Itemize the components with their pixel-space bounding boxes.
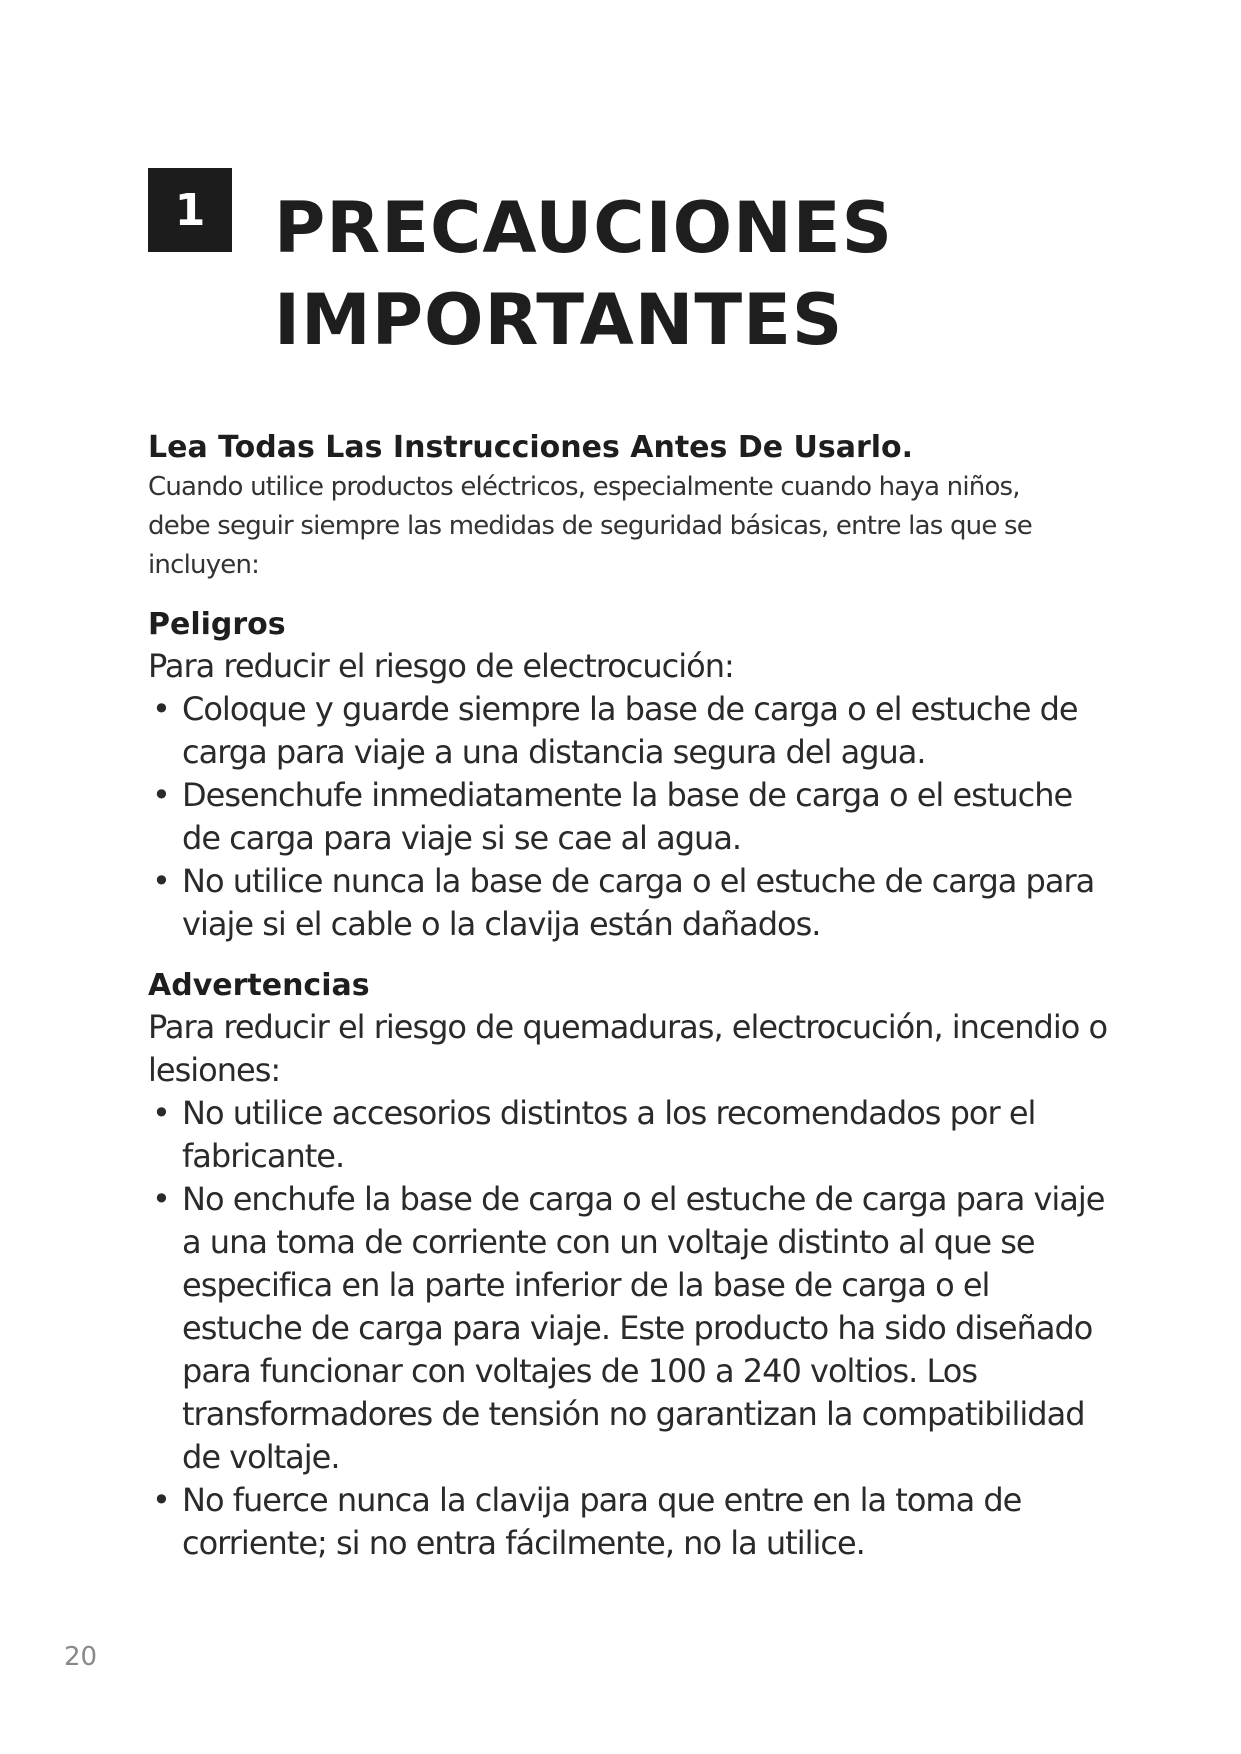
page-number: 20 — [64, 1642, 98, 1672]
main-content — [148, 428, 1108, 1565]
bullet-icon: • — [152, 1180, 170, 1218]
chapter-title-line-2: IMPORTANTES — [274, 279, 844, 361]
chapter-number-box — [148, 168, 232, 252]
intro-text: Cuando utilice productos eléctricos, especialmente cuando haya niños, debe seguir siempre las medidas de seguridad básicas, entre las que se incluyen: — [148, 472, 1032, 580]
advertencias-list — [148, 1092, 1108, 1565]
bullet-icon: • — [152, 862, 170, 900]
bullet-icon: • — [152, 690, 170, 728]
peligros-heading: Peligros — [148, 607, 286, 642]
list-item-text: No fuerce nunca la clavija para que entre en la toma de corriente; si no entra fácilmente, no la utilice. — [182, 1481, 1022, 1562]
list-item — [148, 1092, 1108, 1178]
chapter-number: 1 — [174, 184, 206, 236]
list-item-text: No utilice nunca la base de carga o el estuche de carga para viaje si el cable o la clavija están dañados. — [182, 862, 1095, 943]
peligros-list — [148, 688, 1108, 946]
list-item — [148, 860, 1108, 946]
chapter-title — [274, 182, 893, 366]
list-item-text: Coloque y guarde siempre la base de carga o el estuche de carga para viaje a una distancia segura del agua. — [182, 690, 1078, 771]
list-item-text: No enchufe la base de carga o el estuche de carga para viaje a una toma de corriente con un voltaje distinto al que se especifica en la parte inferior de la base de carga o el estuche de carga para viaje. Este producto ha sido diseñado para funcionar con voltajes de 100 a 240 voltios. Los transformadores de tensión no garantizan la compatibilidad de voltaje. — [182, 1180, 1105, 1476]
intro-heading: Lea Todas Las Instrucciones Antes De Usarlo. — [148, 430, 914, 465]
advertencias-heading: Advertencias — [148, 968, 370, 1003]
list-item — [148, 1178, 1108, 1479]
list-item — [148, 1479, 1108, 1565]
list-item-text: Desenchufe inmediatamente la base de carga o el estuche de carga para viaje si se cae al agua. — [182, 776, 1073, 857]
bullet-icon: • — [152, 1481, 170, 1519]
chapter-title-line-1: PRECAUCIONES — [274, 187, 893, 269]
advertencias-subheading: Para reducir el riesgo de quemaduras, electrocución, incendio o lesiones: — [148, 1008, 1108, 1089]
list-item — [148, 774, 1108, 860]
peligros-subheading: Para reducir el riesgo de electrocución: — [148, 647, 734, 685]
peligros-section — [148, 605, 1108, 946]
bullet-icon: • — [152, 1094, 170, 1132]
list-item — [148, 688, 1108, 774]
bullet-icon: • — [152, 776, 170, 814]
advertencias-section — [148, 966, 1108, 1565]
list-item-text: No utilice accesorios distintos a los recomendados por el fabricante. — [182, 1094, 1036, 1175]
